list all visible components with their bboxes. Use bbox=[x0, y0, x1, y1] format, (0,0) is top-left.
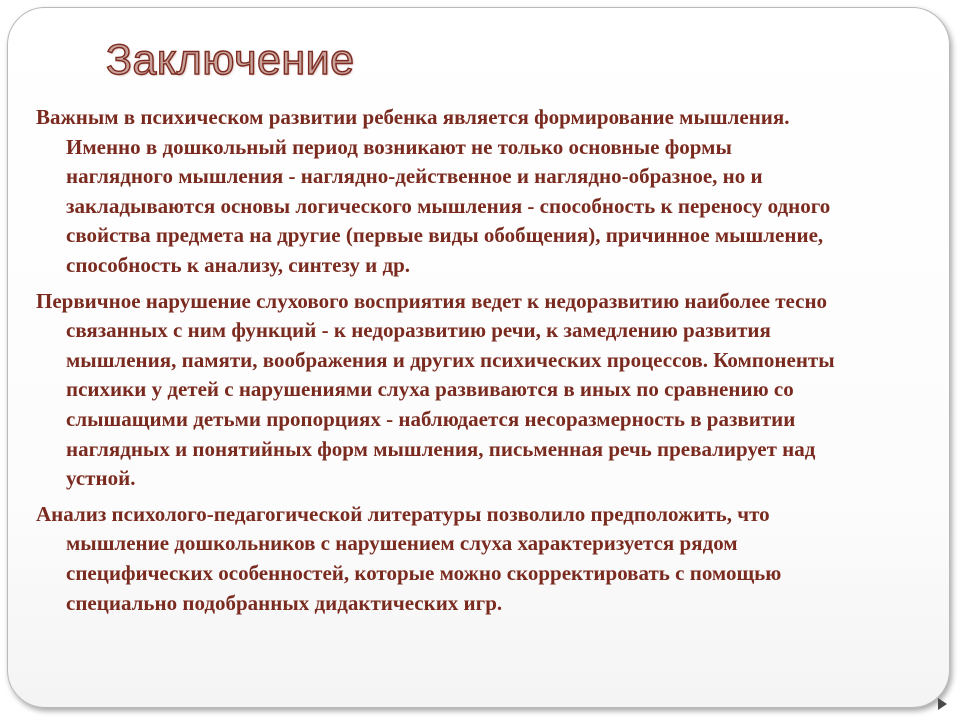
slide-title: Заключение bbox=[106, 36, 355, 84]
slide-body bbox=[36, 103, 948, 624]
paragraph-2: Первичное нарушение слухового восприятия ведет к недоразвитию наиболее тесно связанных с ним функций - к недоразвитию речи, к замедлению развития мышления, памяти, воображения и других психических процессов. Компоненты психики у детей с нарушениями слуха развиваются в иных по сравнению со слышащими детьми пропорциях - наблюдается несоразмерность в развитии наглядных и понятийных форм мышления, письменная речь превалирует над устной. bbox=[36, 288, 835, 491]
triangle-right-icon bbox=[938, 698, 947, 710]
paragraph-3: Анализ психолого-педагогической литературы позволило предположить, что мышление дошкольников с нарушением слуха характеризуется рядом специфических особенностей, которые можно скорректировать с помощью специально подобранных дидактических игр. bbox=[36, 501, 782, 615]
paragraph-1: Важным в психическом развитии ребенка является формирование мышления. Именно в дошкольный период возникают не только основные формы наглядного мышления - наглядно-действенное и наглядно-образное, но и закладываются основы логического мышления - способность к переносу одного свойства предмета на другие (первые виды обобщения), причинное мышление, способность к анализу, синтезу и др. bbox=[36, 105, 831, 277]
